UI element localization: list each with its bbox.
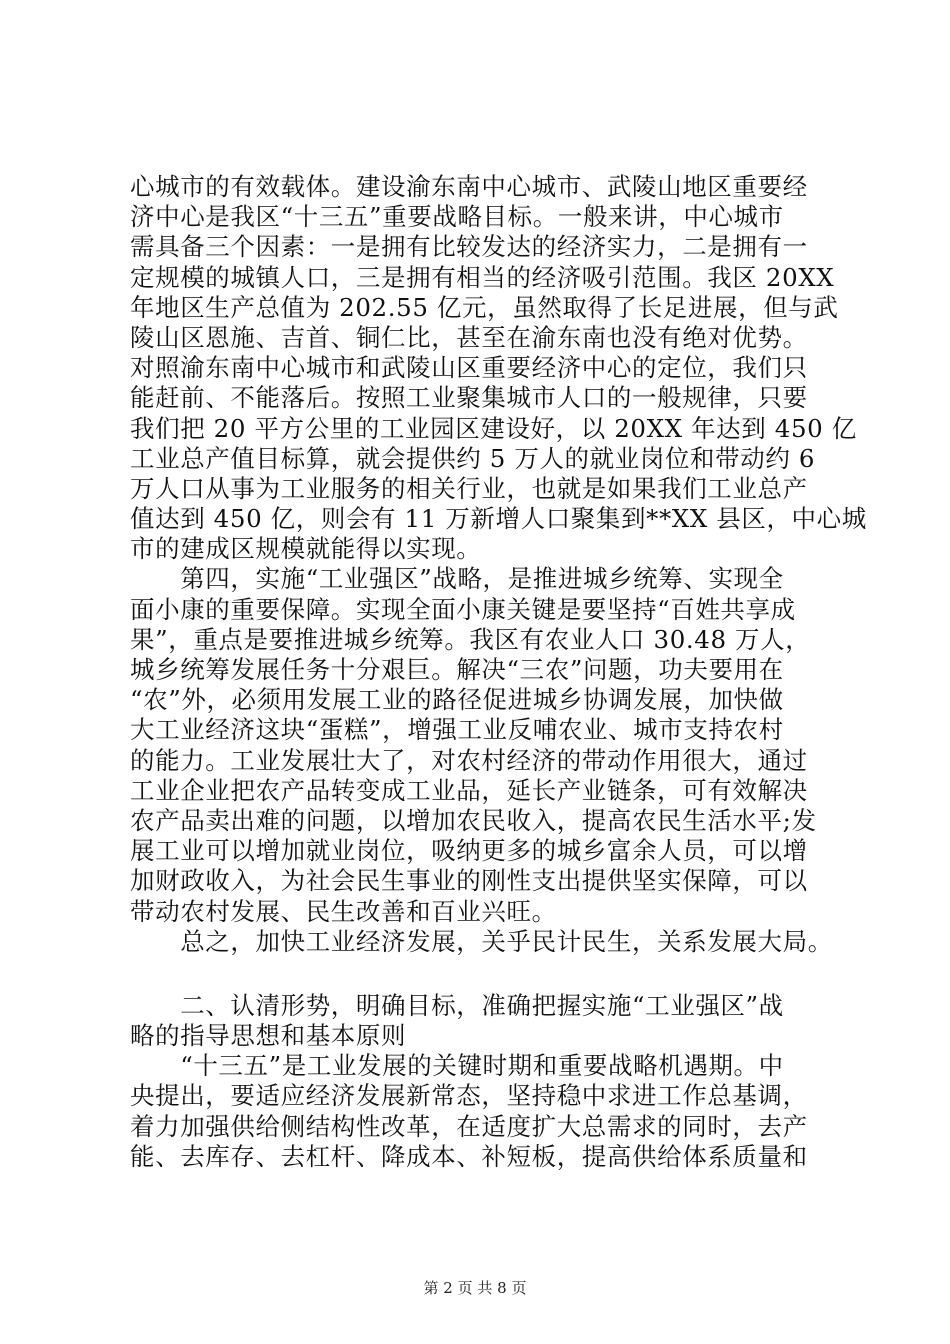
- text-line: 着力加强供给侧结构性改革，在适度扩大总需求的同时，去产: [130, 1111, 808, 1141]
- text-line: 年地区生产总值为 202.55 亿元，虽然取得了长足进展，但与武: [130, 292, 839, 322]
- text-line: 第四，实施“工业强区”战略，是推进城乡统筹、实现全: [130, 564, 784, 594]
- text-line: 加财政收入，为社会民生事业的刚性支出提供坚实保障，可以: [130, 866, 808, 896]
- text-line: 总之，加快工业经济发展，关乎民计民生，关系发展大局。: [130, 926, 833, 956]
- text-line: 定规模的城镇人口，三是拥有相当的经济吸引范围。我区 20XX: [130, 262, 835, 292]
- text-line: 市的建成区规模就能得以实现。: [130, 534, 482, 564]
- section-heading-line: 二、认清形势，明确目标，准确把握实施“工业强区”战: [130, 990, 784, 1020]
- text-line: 央提出，要适应经济发展新常态，坚持稳中求进工作总基调，: [130, 1081, 808, 1111]
- text-line: 能赶前、不能落后。按照工业聚集城市人口的一般规律，只要: [130, 383, 808, 413]
- text-line: 展工业可以增加就业岗位，吸纳更多的城乡富余人员，可以增: [130, 836, 808, 866]
- text-line: 城乡统筹发展任务十分艰巨。解决“三农”问题，功夫要用在: [130, 655, 784, 684]
- text-line: 能、去库存、去杠杆、降成本、补短板，提高供给体系质量和: [130, 1141, 808, 1171]
- text-line: 万人口从事为工业服务的相关行业，也就是如果我们工业总产: [130, 473, 808, 503]
- text-line: 面小康的重要保障。实现全面小康关键是要坚持“百姓共享成: [130, 594, 796, 624]
- text-line: 大工业经济这块“蛋糕”，增强工业反哺农业、城市支持农村: [130, 715, 784, 745]
- text-line: 陵山区恩施、吉首、铜仁比，甚至在渝东南也没有绝对优势。: [130, 322, 808, 352]
- text-line: 果”，重点是要推进城乡统筹。我区有农业人口 30.48 万人，: [130, 624, 811, 654]
- text-line: 需具备三个因素：一是拥有比较发达的经济实力，二是拥有一: [130, 232, 808, 262]
- text-line: 对照渝东南中心城市和武陵山区重要经济中心的定位，我们只: [130, 353, 808, 383]
- section-heading-line: 略的指导思想和基本原则: [130, 1021, 407, 1051]
- text-line: 我们把 20 平方公里的工业园区建设好，以 20XX 年达到 450 亿: [130, 413, 857, 443]
- text-line: 值达到 450 亿，则会有 11 万新增人口聚集到**XX 县区，中心城: [130, 504, 867, 534]
- text-line: “农”外，必须用发展工业的路径促进城乡协调发展，加快做: [130, 685, 784, 715]
- paragraph-gap: [130, 957, 870, 991]
- text-line: 工业企业把农产品转变成工业品，延长产业链条，可有效解决: [130, 775, 808, 805]
- text-line: 心城市的有效载体。建设渝东南中心城市、武陵山地区重要经: [130, 172, 808, 201]
- page-number: 第 2 页 共 8 页: [423, 1279, 527, 1297]
- body-text: [130, 172, 870, 1172]
- page-footer: [0, 1277, 950, 1298]
- text-line: 农产品卖出难的问题，以增加农民收入，提高农民生活水平;发: [130, 805, 817, 835]
- text-line: “十三五”是工业发展的关键时期和重要战略机遇期。中: [130, 1051, 784, 1081]
- text-line: 济中心是我区“十三五”重要战略目标。一般来讲，中心城市: [130, 202, 784, 232]
- text-line: 带动农村发展、民生改善和百业兴旺。: [130, 896, 557, 926]
- text-line: 工业总产值目标算，就会提供约 5 万人的就业岗位和带动约 6: [130, 443, 816, 473]
- text-line: 的能力。工业发展壮大了，对农村经济的带动作用很大，通过: [130, 745, 808, 775]
